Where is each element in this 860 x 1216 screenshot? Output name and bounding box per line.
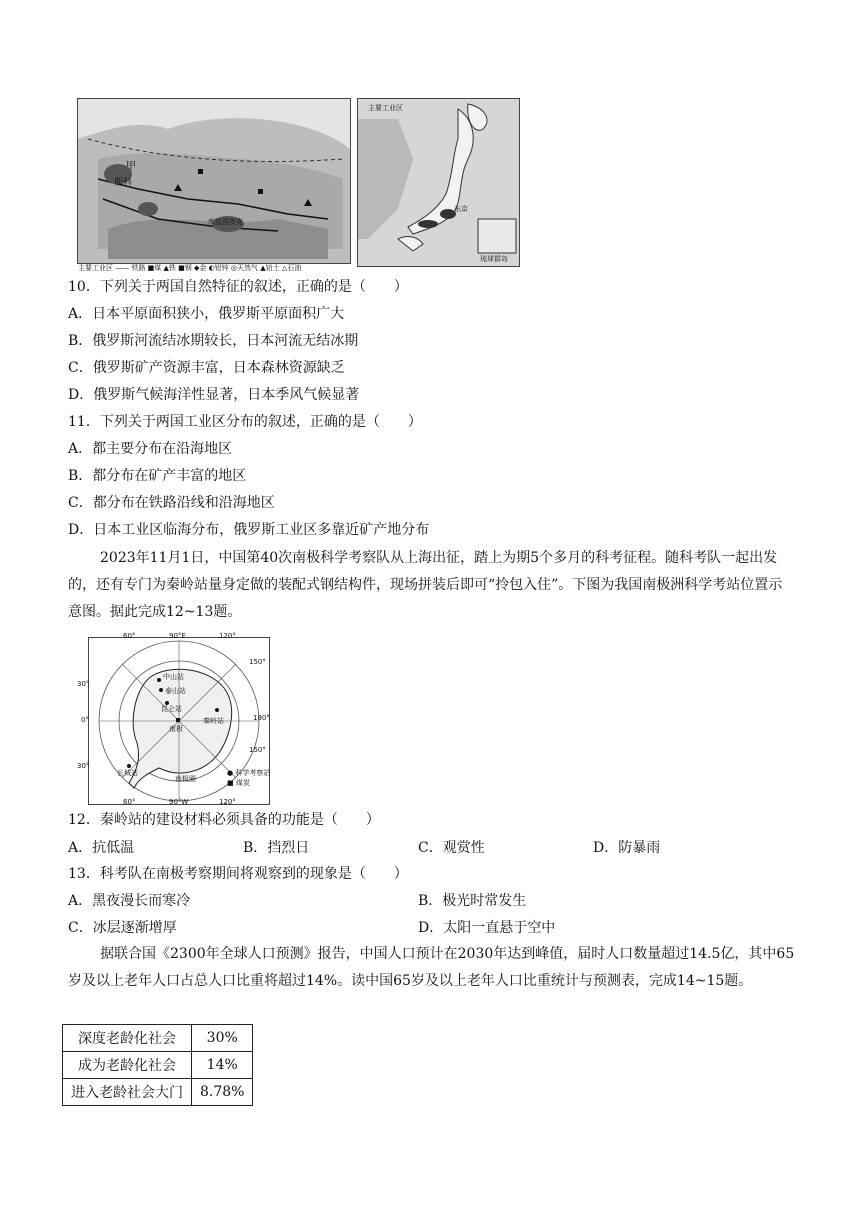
q11-option-a: A．都主要分布在沿海地区 bbox=[68, 441, 233, 457]
station-changcheng: 长城站 bbox=[117, 769, 138, 777]
station-kunlun: 昆仑站 bbox=[161, 705, 182, 713]
q13-stem: 13．科考队在南极考察期间将观察到的现象是（ ） bbox=[68, 866, 408, 882]
antarctic-circle-label: 南极圈 bbox=[175, 775, 196, 783]
legend-coal: ■ 煤炭 bbox=[227, 779, 250, 787]
lon-90w: 90°W bbox=[169, 798, 189, 806]
table-cell-value: 8.78% bbox=[192, 1079, 253, 1106]
q10-option-b: B．俄罗斯河流结冰期较长，日本河流无结冰期 bbox=[68, 333, 359, 349]
table-row bbox=[63, 1025, 253, 1052]
passage-antarctic: 2023年11月1日，中国第40次南极科学考察队从上海出征，踏上为期5个多月的科考征程。随科考队一起出发的，还有专门为秦岭站量身定做的装配式钢结构件，现场拼装后即可“拎包入住”。下图为我国南极洲科学考站位置示意图。据此完成12~13题。 bbox=[68, 550, 783, 620]
q12-option-d: D．防暴雨 bbox=[593, 840, 661, 856]
station-zhongshan: 中山站 bbox=[163, 673, 184, 681]
table-row bbox=[63, 1079, 253, 1106]
antarctica-map bbox=[77, 632, 271, 806]
japan-legend-industry: 主要工业区 bbox=[368, 104, 403, 112]
table-row bbox=[63, 1052, 253, 1079]
russia-map bbox=[77, 98, 351, 264]
table-cell-value: 30% bbox=[192, 1025, 253, 1052]
q11-option-c: C．都分布在铁路沿线和沿海地区 bbox=[68, 495, 275, 511]
q12-stem: 12．秦岭站的建设材料必须具备的功能是（ ） bbox=[68, 812, 380, 828]
japan-label-ryukyu: 琉球群岛 bbox=[480, 255, 508, 263]
lon-0: 0° bbox=[81, 716, 89, 724]
passage-population: 据联合国《2300年全球人口预测》报告，中国人口预计在2030年达到峰值，届时人口数量超过14.5亿，其中65岁及以上老年人口占总人口比重将超过14%。读中国65岁及以上老年人口比重统计与预测表，完成14~15题。 bbox=[68, 946, 795, 989]
lon-180: 180° bbox=[253, 714, 270, 722]
q12-option-c: C．观赏性 bbox=[418, 840, 485, 856]
russia-label-jia: 甲 bbox=[126, 161, 136, 172]
q12-option-b: B．挡烈日 bbox=[243, 840, 310, 856]
q13-option-a: A．黑夜漫长而寒冷 bbox=[68, 893, 191, 909]
q13-option-b: B．极光时常发生 bbox=[418, 893, 527, 909]
table-cell-value: 14% bbox=[192, 1052, 253, 1079]
q11-stem: 11．下列关于两国工业区分布的叙述，正确的是（ ） bbox=[68, 414, 422, 430]
q10-option-c: C．俄罗斯矿产资源丰富，日本森林资源缺乏 bbox=[68, 360, 345, 376]
legend-station: ● 科学考察站 bbox=[227, 769, 271, 777]
station-taishan: 泰山站 bbox=[165, 687, 186, 695]
table-cell-label: 成为老龄化社会 bbox=[63, 1052, 192, 1079]
japan-label-tokyo: 东京 bbox=[454, 205, 468, 213]
q11-option-b: B．都分布在矿产丰富的地区 bbox=[68, 468, 247, 484]
q13-option-c: C．冰层逐渐增厚 bbox=[68, 920, 177, 936]
station-qinling: 秦岭站 bbox=[203, 717, 224, 725]
south-pole: 南极 bbox=[169, 725, 183, 733]
lon-120-bottom: 120° bbox=[219, 798, 236, 806]
q12-option-a: A．抗低温 bbox=[68, 840, 135, 856]
lon-90e: 90°E bbox=[169, 632, 186, 640]
table-cell-label: 深度老龄化社会 bbox=[63, 1025, 192, 1052]
japan-map bbox=[357, 98, 520, 267]
q10-option-d: D．俄罗斯气候海洋性显著，日本季风气候显著 bbox=[68, 387, 360, 403]
q13-option-d: D．太阳一直悬于空中 bbox=[418, 920, 556, 936]
lon-30-left: 30° bbox=[77, 680, 90, 688]
lon-60-bottom: 60° bbox=[123, 798, 136, 806]
japan-map-drawing bbox=[358, 99, 519, 266]
lon-120-top: 120° bbox=[219, 632, 236, 640]
table-cell-label: 进入老龄社会大门 bbox=[63, 1079, 192, 1106]
russia-label-moscow: 斯科 bbox=[114, 178, 133, 188]
lon-150-top: 150° bbox=[249, 658, 266, 666]
lon-30-left-bottom: 30° bbox=[77, 762, 90, 770]
russia-map-legend: 主要工业区 —— 铁路 ■煤 ▲铁 ■钢 ◆金 ◐铝锌 ◎天然气 ▲铂土 △石油 bbox=[78, 264, 302, 272]
q10-stem: 10．下列关于两国自然特征的叙述，正确的是（ ） bbox=[68, 279, 408, 295]
lon-60-top: 60° bbox=[123, 632, 136, 640]
russia-label-kuznetsk: 库兹涅茨克 bbox=[208, 218, 243, 226]
aging-table bbox=[62, 1024, 253, 1106]
q11-option-d: D．日本工业区临海分布，俄罗斯工业区多靠近矿产地分布 bbox=[68, 522, 430, 538]
lon-150-bottom: 150° bbox=[249, 746, 266, 754]
q10-option-a: A．日本平原面积狭小，俄罗斯平原面积广大 bbox=[68, 306, 345, 322]
